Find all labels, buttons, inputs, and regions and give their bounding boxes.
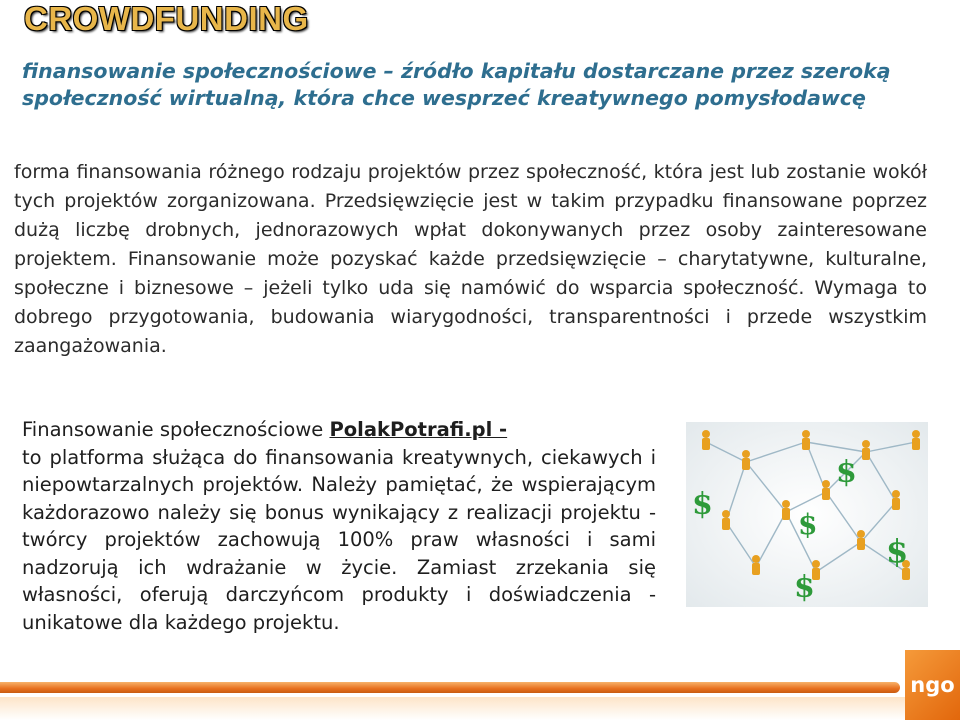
bottom-accent-bar [0,682,900,693]
platform-paragraph [22,416,656,636]
description-paragraph: forma finansowania różnego rodzaju projektów przez społeczność, która jest lub zostanie wokół tych projektów zorganizowana. Przedsięwzięcie jest w takim przypadku finansowane poprzez dużą liczbę drobnych, jednorazowych wpłat dokonywanych przez osoby zainteresowane projektem. Finansowanie może pozyskać każde przedsięwzięcie – charytatywne, kulturalne, społeczne i biznesowe – jeżeli tylko uda się namówić do wsparcia społeczność. Wymaga to dobrego przygotowania, budowania wiarygodności, transparentności i przede wszystkim zaangażowania. [14,161,927,357]
page-title: CROWDFUNDING [24,0,309,37]
svg-text:$: $ [886,532,909,570]
crowd-network-illustration [686,422,928,607]
svg-text:$: $ [836,455,857,490]
bottom-fade [0,697,960,720]
definition-text: finansowanie społecznościowe – źródło kapitału dostarczane przez szeroką społeczność wirtualną, która chce wesprzeć kreatywnego pomysłodawcę [22,59,891,110]
svg-text:$: $ [798,508,818,541]
platform-body: to platforma służąca do finansowania kreatywnych, ciekawych i niepowtarzalnych projektów. Należy pamiętać, że wspierającym każdorazowo należy się bonus wynikający z realizacji projektu - twórcy projektów zachowują 100% praw własności i sami nadzorują ich wdrażanie w życie. Zamiast zrzekania się własności, oferują darczyńcom produkty i doświadczenia - unikatowe dla każdego projektu. [22,445,656,634]
ngo-logo: ngo [905,650,960,720]
platform-heading [22,416,656,444]
platform-prefix: Finansowanie społecznościowe [22,418,330,441]
svg-text:$: $ [692,487,713,522]
svg-text:$: $ [794,570,815,605]
platform-brand-link[interactable]: PolakPotrafi.pl - [329,418,508,441]
